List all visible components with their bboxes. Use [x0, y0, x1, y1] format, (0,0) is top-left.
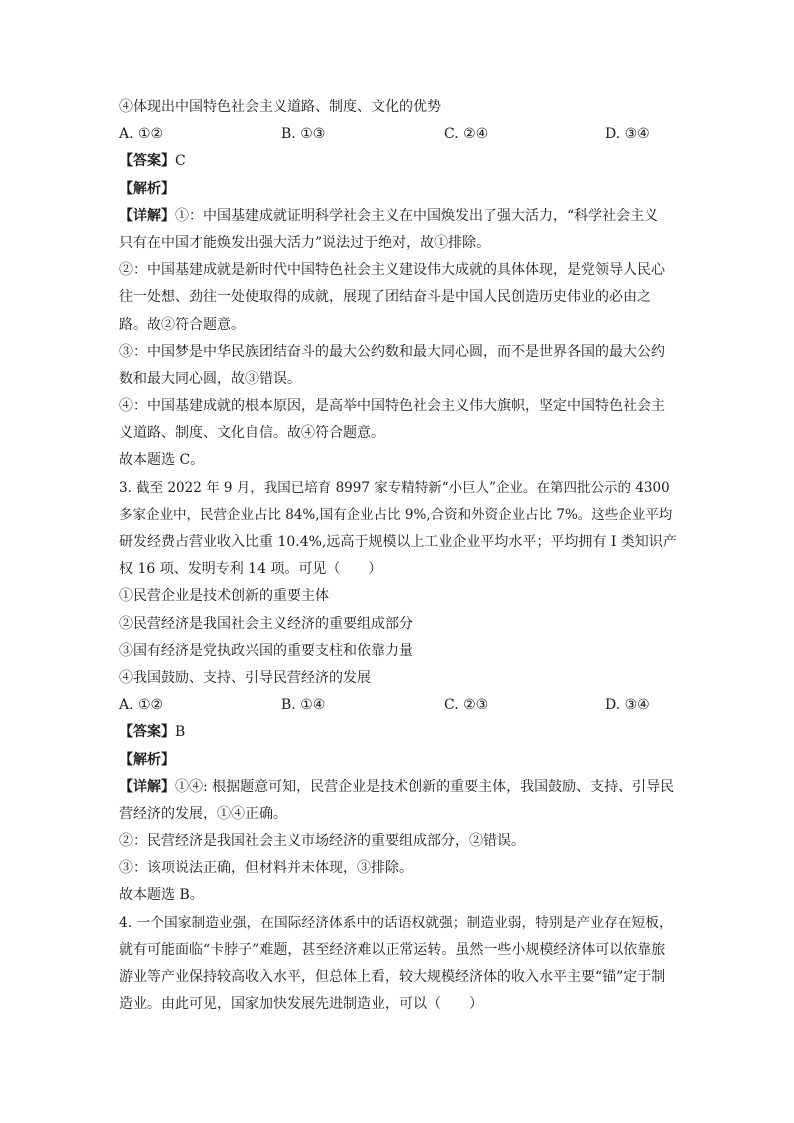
q2-option-d: D. ③④: [605, 126, 650, 143]
q2-detail-line-8: ④：中国基建成就的根本原因，是高举中国特色社会主义伟大旗帜，坚定中国特色社会主: [119, 398, 665, 415]
q2-option-c: C. ②④: [444, 126, 489, 143]
q4-stem-line-3: 游业等产业保持较高收入水平，但总体上看，较大规模经济体的收入水平主要“锚”定于制: [119, 969, 666, 985]
q3-options: [119, 692, 679, 719]
q3-item-1: ①民营企业是技术创新的重要主体: [119, 588, 329, 605]
q2-detail-line-4: 往一处想、劲往一处使取得的成就，展现了团结奋斗是中国人民创造历史伟业的必由之: [119, 289, 651, 306]
q4-stem-line-1: 4. 一个国家制造业强，在国际经济体系中的话语权就强；制造业弱，特别是产业存在短板，: [119, 914, 673, 931]
q3-detail-line-2: 营经济的发展，①④正确。: [119, 805, 287, 822]
q2-option-a: A. ①②: [119, 126, 164, 143]
q3-stem-line-2: 多家企业中，民营企业占比 84%,国有企业占比 9%,合资和外资企业占比 7%。这些企业平均: [119, 506, 673, 523]
q3-option-c: C. ②③: [444, 697, 489, 714]
q2-conclusion: 故本题选 C。: [119, 452, 205, 469]
q3-detail-tag: 【详解】: [119, 778, 175, 795]
q3-detail-line-3: ②：民营经济是我国社会主义市场经济的重要组成部分，②错误。: [119, 833, 525, 850]
q3-item-3: ③国有经济是党执政兴国的重要支柱和依靠力量: [119, 642, 413, 659]
q3-detail-text-1: ①④: 根据题意可知，民营企业是技术创新的重要主体，我国鼓励、支持、引导民: [175, 778, 675, 795]
q3-item-4: ④我国鼓励、支持、引导民营经济的发展: [119, 669, 371, 686]
q2-item-4: ④体现出中国特色社会主义道路、制度、文化的优势: [119, 99, 441, 115]
q2-analysis-tag: 【解析】: [119, 180, 175, 197]
q2-detail-line-7: 数和最大同心圆，故③错误。: [119, 370, 301, 387]
q2-detail-line-2: 只有在中国才能焕发出强大活力”说法过于绝对，故①排除。: [119, 234, 491, 251]
q3-detail-line-4: ③：该项说法正确，但材料并未体现，③排除。: [119, 860, 413, 877]
q3-answer: [119, 719, 679, 746]
q2-detail-line-3: ②：中国基建成就是新时代中国特色社会主义建设伟大成就的具体体现，是党领导人民心: [119, 262, 665, 279]
q2-detail-line-1: [119, 203, 679, 230]
q2-detail-line-5: 路。故②符合题意。: [119, 316, 245, 333]
q3-analysis-tag: 【解析】: [119, 751, 175, 768]
q4-stem-line-2: 就有可能面临“卡脖子”难题，甚至经济难以正常运转。虽然一些小规模经济体可以依靠旅: [119, 941, 666, 958]
q3-answer-tag: 【答案】: [119, 724, 175, 741]
q3-option-a: A. ①②: [119, 697, 164, 714]
q3-option-d: D. ③④: [605, 697, 650, 714]
q3-option-b: B. ①④: [281, 697, 326, 714]
q3-stem-line-3: 研发经费占营业收入比重 10.4%,远高于规模以上工业企业平均水平；平均拥有 I 类知识产: [119, 534, 677, 550]
q4-stem-line-4: 造业。由此可见，国家加快发展先进制造业，可以（ ）: [119, 996, 483, 1013]
q2-options: [119, 121, 679, 148]
q2-option-b: B. ①③: [281, 126, 326, 143]
q3-stem-line-1: 3. 截至 2022 年 9 月，我国已培育 8997 家专精特新“小巨人”企业。在第四批公示的 4300: [119, 479, 670, 496]
q2-answer: [119, 148, 679, 175]
q3-stem-line-4: 权 16 项、发明专利 14 项。可见（ ）: [119, 561, 383, 578]
q2-detail-line-6: ③：中国梦是中华民族团结奋斗的最大公约数和最大同心圆，而不是世界各国的最大公约: [119, 343, 665, 360]
document-content: [119, 94, 679, 1018]
q3-item-2: ②民营经济是我国社会主义经济的重要组成部分: [119, 615, 413, 632]
q2-answer-value: C: [175, 153, 186, 170]
q3-conclusion: 故本题选 B。: [119, 887, 204, 904]
q3-detail-line-1: [119, 774, 679, 801]
q2-detail-text-1: ①：中国基建成就证明科学社会主义在中国焕发出了强大活力，“科学社会主义: [175, 207, 659, 224]
q2-answer-tag: 【答案】: [119, 153, 175, 170]
q2-detail-tag: 【详解】: [119, 207, 175, 224]
q3-answer-value: B: [175, 724, 186, 741]
q2-detail-line-9: 义道路、制度、文化自信。故④符合题意。: [119, 425, 385, 442]
